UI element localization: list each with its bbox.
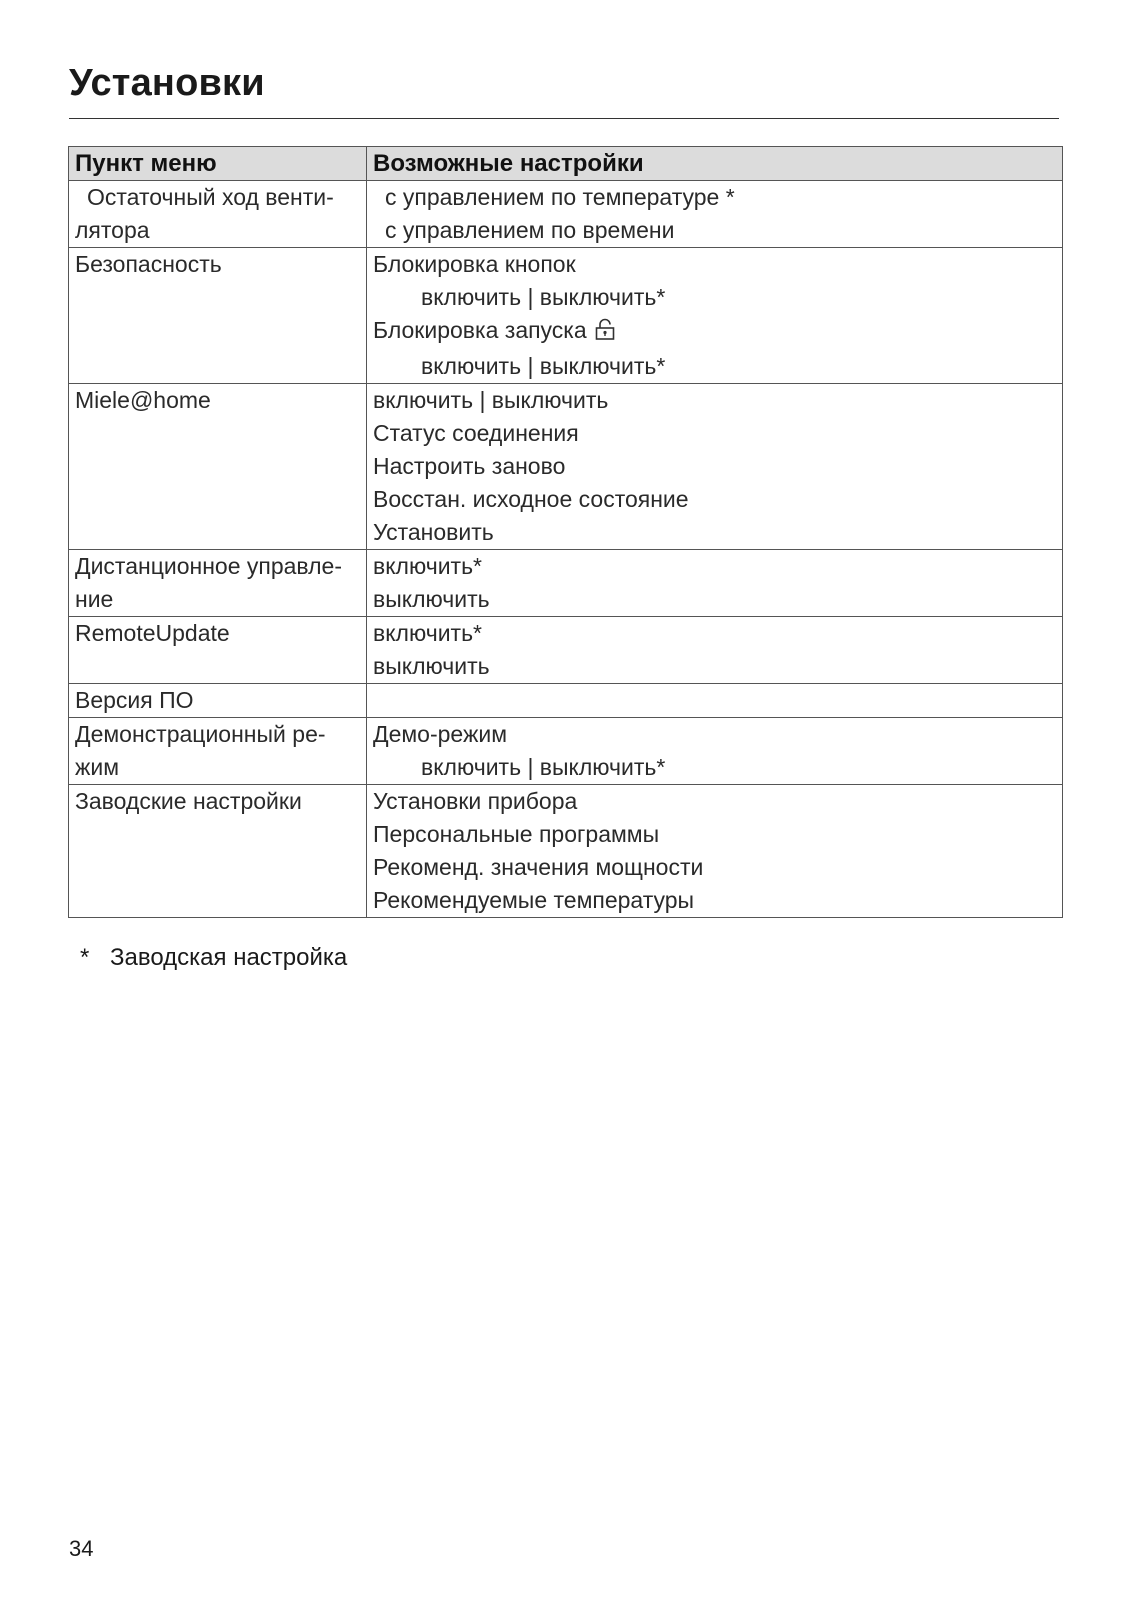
- setting-option: Восстан. исходное состояние: [373, 486, 689, 512]
- settings-cell: [367, 718, 1063, 785]
- menu-item-cell: [69, 384, 367, 550]
- menu-item-cell: [69, 181, 367, 248]
- setting-option: Блокировка кнопок: [373, 251, 576, 277]
- menu-item-cell: [69, 248, 367, 384]
- menu-item-cell: [69, 718, 367, 785]
- setting-option: Рекомендуемые температуры: [373, 887, 695, 913]
- setting-option: выключить: [373, 653, 490, 679]
- setting-option: Демо-режим: [373, 721, 508, 747]
- menu-item-text: Демонстрационный ре-: [75, 721, 326, 747]
- setting-option: включить*: [373, 553, 483, 579]
- setting-option: Установки прибора: [373, 788, 578, 814]
- table-row: [69, 718, 1063, 785]
- menu-item-text: Дистанционное управле-: [75, 553, 342, 579]
- menu-item-text: Заводские настройки: [75, 788, 302, 814]
- menu-item-text: Версия ПО: [75, 687, 194, 713]
- setting-option-with-icon: [373, 314, 1056, 350]
- setting-option: с управлением по температуре *: [385, 184, 735, 210]
- setting-sub-option: включить | выключить*: [421, 754, 666, 780]
- menu-item-text: RemoteUpdate: [75, 620, 230, 646]
- menu-item-text: Безопасность: [75, 251, 222, 277]
- settings-cell: [367, 550, 1063, 617]
- setting-option: Персональные программы: [373, 821, 660, 847]
- settings-table: [68, 146, 1063, 918]
- setting-option: Статус соединения: [373, 420, 579, 446]
- setting-option: Установить: [373, 519, 494, 545]
- title-divider: [69, 118, 1059, 119]
- table-header-row: [69, 147, 1063, 181]
- setting-option: включить | выключить: [373, 387, 609, 413]
- menu-item-cell: [69, 550, 367, 617]
- table-row: [69, 684, 1063, 718]
- menu-item-cell: [69, 617, 367, 684]
- table-row: [69, 248, 1063, 384]
- table-row: [69, 617, 1063, 684]
- lock-icon: [593, 317, 617, 350]
- menu-item-cell: [69, 785, 367, 918]
- settings-cell: [367, 684, 1063, 718]
- menu-item-text: жим: [75, 754, 120, 780]
- setting-option: Настроить заново: [373, 453, 566, 479]
- menu-item-cell: [69, 684, 367, 718]
- settings-cell: [367, 617, 1063, 684]
- menu-item-text: лятора: [75, 217, 150, 243]
- settings-cell: [367, 181, 1063, 248]
- settings-cell: [367, 384, 1063, 550]
- setting-option: выключить: [373, 586, 490, 612]
- table-row: [69, 181, 1063, 248]
- table-row: [69, 384, 1063, 550]
- page-number: 34: [69, 1536, 94, 1561]
- footnote-text: Заводская настройка: [110, 944, 348, 971]
- table-row: [69, 785, 1063, 918]
- menu-item-text: ние: [75, 586, 114, 612]
- menu-item-text: Miele@home: [75, 387, 211, 413]
- header-menu-item: Пункт меню: [69, 147, 367, 181]
- setting-option: Блокировка запуска: [373, 317, 587, 343]
- settings-cell: [367, 248, 1063, 384]
- setting-option: с управлением по времени: [385, 217, 675, 243]
- setting-option: Рекоменд. значения мощности: [373, 854, 704, 880]
- page-title: Установки: [69, 62, 265, 104]
- header-possible-settings: Возможные настройки: [367, 147, 1063, 181]
- settings-cell: [367, 785, 1063, 918]
- setting-sub-option: включить | выключить*: [421, 284, 666, 310]
- table-row: [69, 550, 1063, 617]
- setting-option: включить*: [373, 620, 483, 646]
- setting-sub-option: включить | выключить*: [421, 353, 666, 379]
- footnote: [80, 944, 347, 972]
- footnote-marker: *: [80, 944, 90, 971]
- menu-item-text: Остаточный ход венти-: [87, 184, 334, 210]
